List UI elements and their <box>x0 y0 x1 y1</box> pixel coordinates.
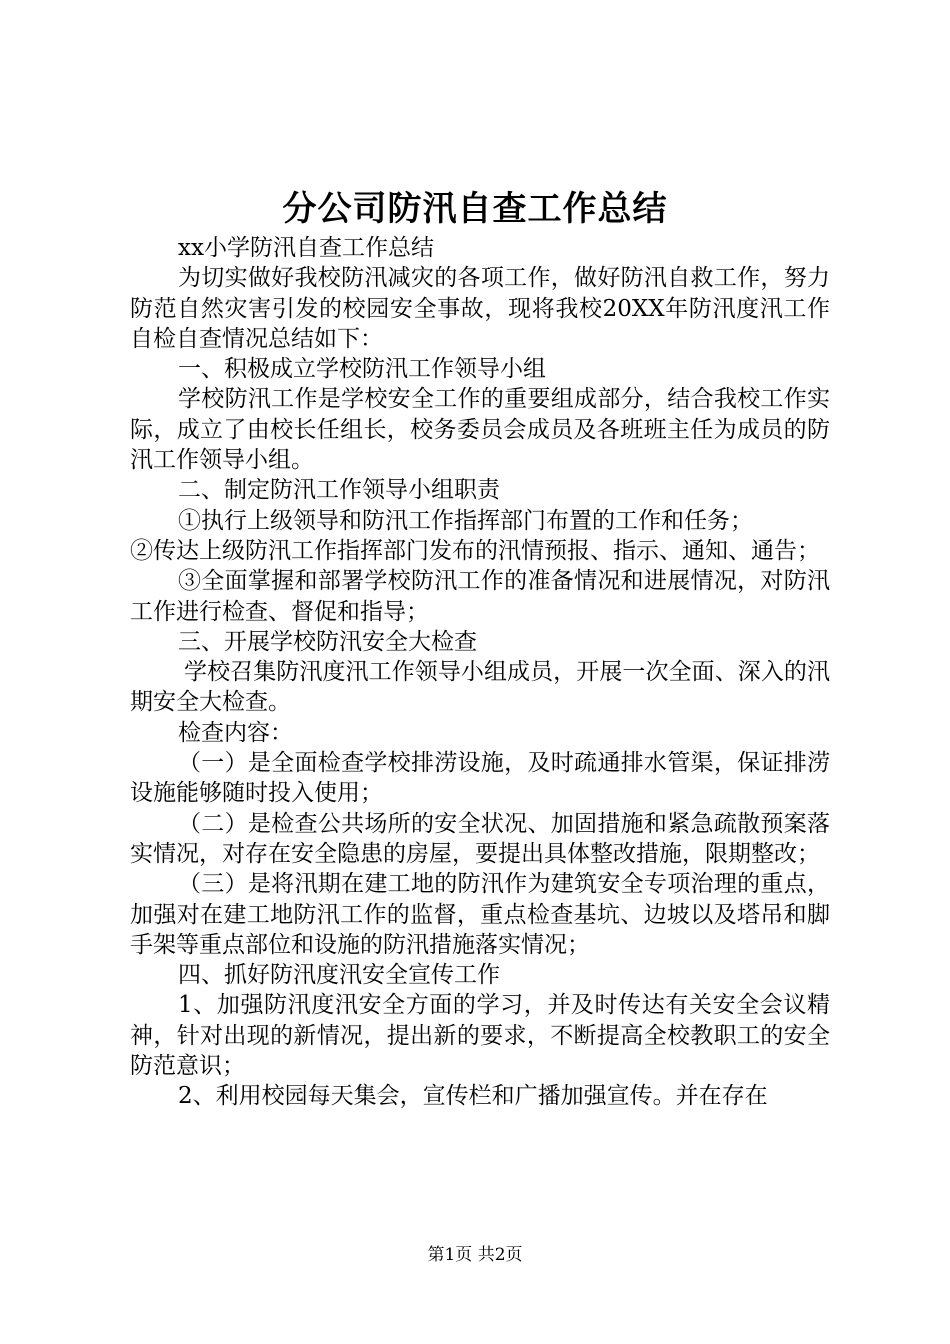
list-item: （二）是检查公共场所的安全状况、加固措施和紧急疏散预案落实情况，对存在安全隐患的房屋，要提出具体整改措施，限期整改； <box>130 810 830 867</box>
section-heading: 二、制定防汛工作领导小组职责 <box>178 477 500 504</box>
body-paragraph: 为切实做好我校防汛减灾的各项工作，做好防汛自救工作，努力防范自然灾害引发的校园安全事故，现将我校20XX年防汛度汛工作自检自查情况总结如下： <box>130 265 830 352</box>
document-title: 分公司防汛自查工作总结 <box>282 189 668 229</box>
list-item: 2、利用校园每天集会，宣传栏和广播加强宣传。并在存在 <box>178 1083 768 1110</box>
section-heading: 三、开展学校防汛安全大检查 <box>178 628 477 655</box>
list-item: ②传达上级防汛工作指挥部门发布的汛情预报、指示、通知、通告； <box>130 537 820 564</box>
page-number: 第1页 共2页 <box>427 1245 523 1265</box>
list-item: ③全面掌握和部署学校防汛工作的准备情况和进展情况，对防汛工作进行检查、督促和指导； <box>130 568 830 625</box>
body-paragraph: 学校召集防汛度汛工作领导小组成员，开展一次全面、深入的汛期安全大检查。 <box>130 659 830 716</box>
document-body <box>130 233 830 1112</box>
section-heading: 一、积极成立学校防汛工作领导小组 <box>178 356 546 383</box>
list-item: 1、加强防汛度汛安全方面的学习，并及时传达有关安全会议精神，针对出现的新情况，提出新的要求，不断提高全校教职工的安全防范意识； <box>130 992 830 1080</box>
body-paragraph: 学校防汛工作是学校安全工作的重要组成部分，结合我校工作实际，成立了由校长任组长，校务委员会成员及各班班主任为成员的防汛工作领导小组。 <box>130 386 830 474</box>
subtitle-paragraph: xx小学防汛自查工作总结 <box>178 235 434 261</box>
section-heading: 四、抓好防汛度汛安全宣传工作 <box>178 962 500 989</box>
list-item: （三）是将汛期在建工地的防汛作为建筑安全专项治理的重点，加强对在建工地防汛工作的监督，重点检查基坑、边坡以及塔吊和脚手架等重点部位和设施的防汛措施落实情况； <box>130 871 830 958</box>
list-item: （一）是全面检查学校排涝设施，及时疏通排水管渠，保证排涝设施能够随时投入使用； <box>130 750 830 807</box>
list-item: ①执行上级领导和防汛工作指挥部门布置的工作和任务； <box>178 507 753 534</box>
body-paragraph: 检查内容： <box>178 719 293 746</box>
